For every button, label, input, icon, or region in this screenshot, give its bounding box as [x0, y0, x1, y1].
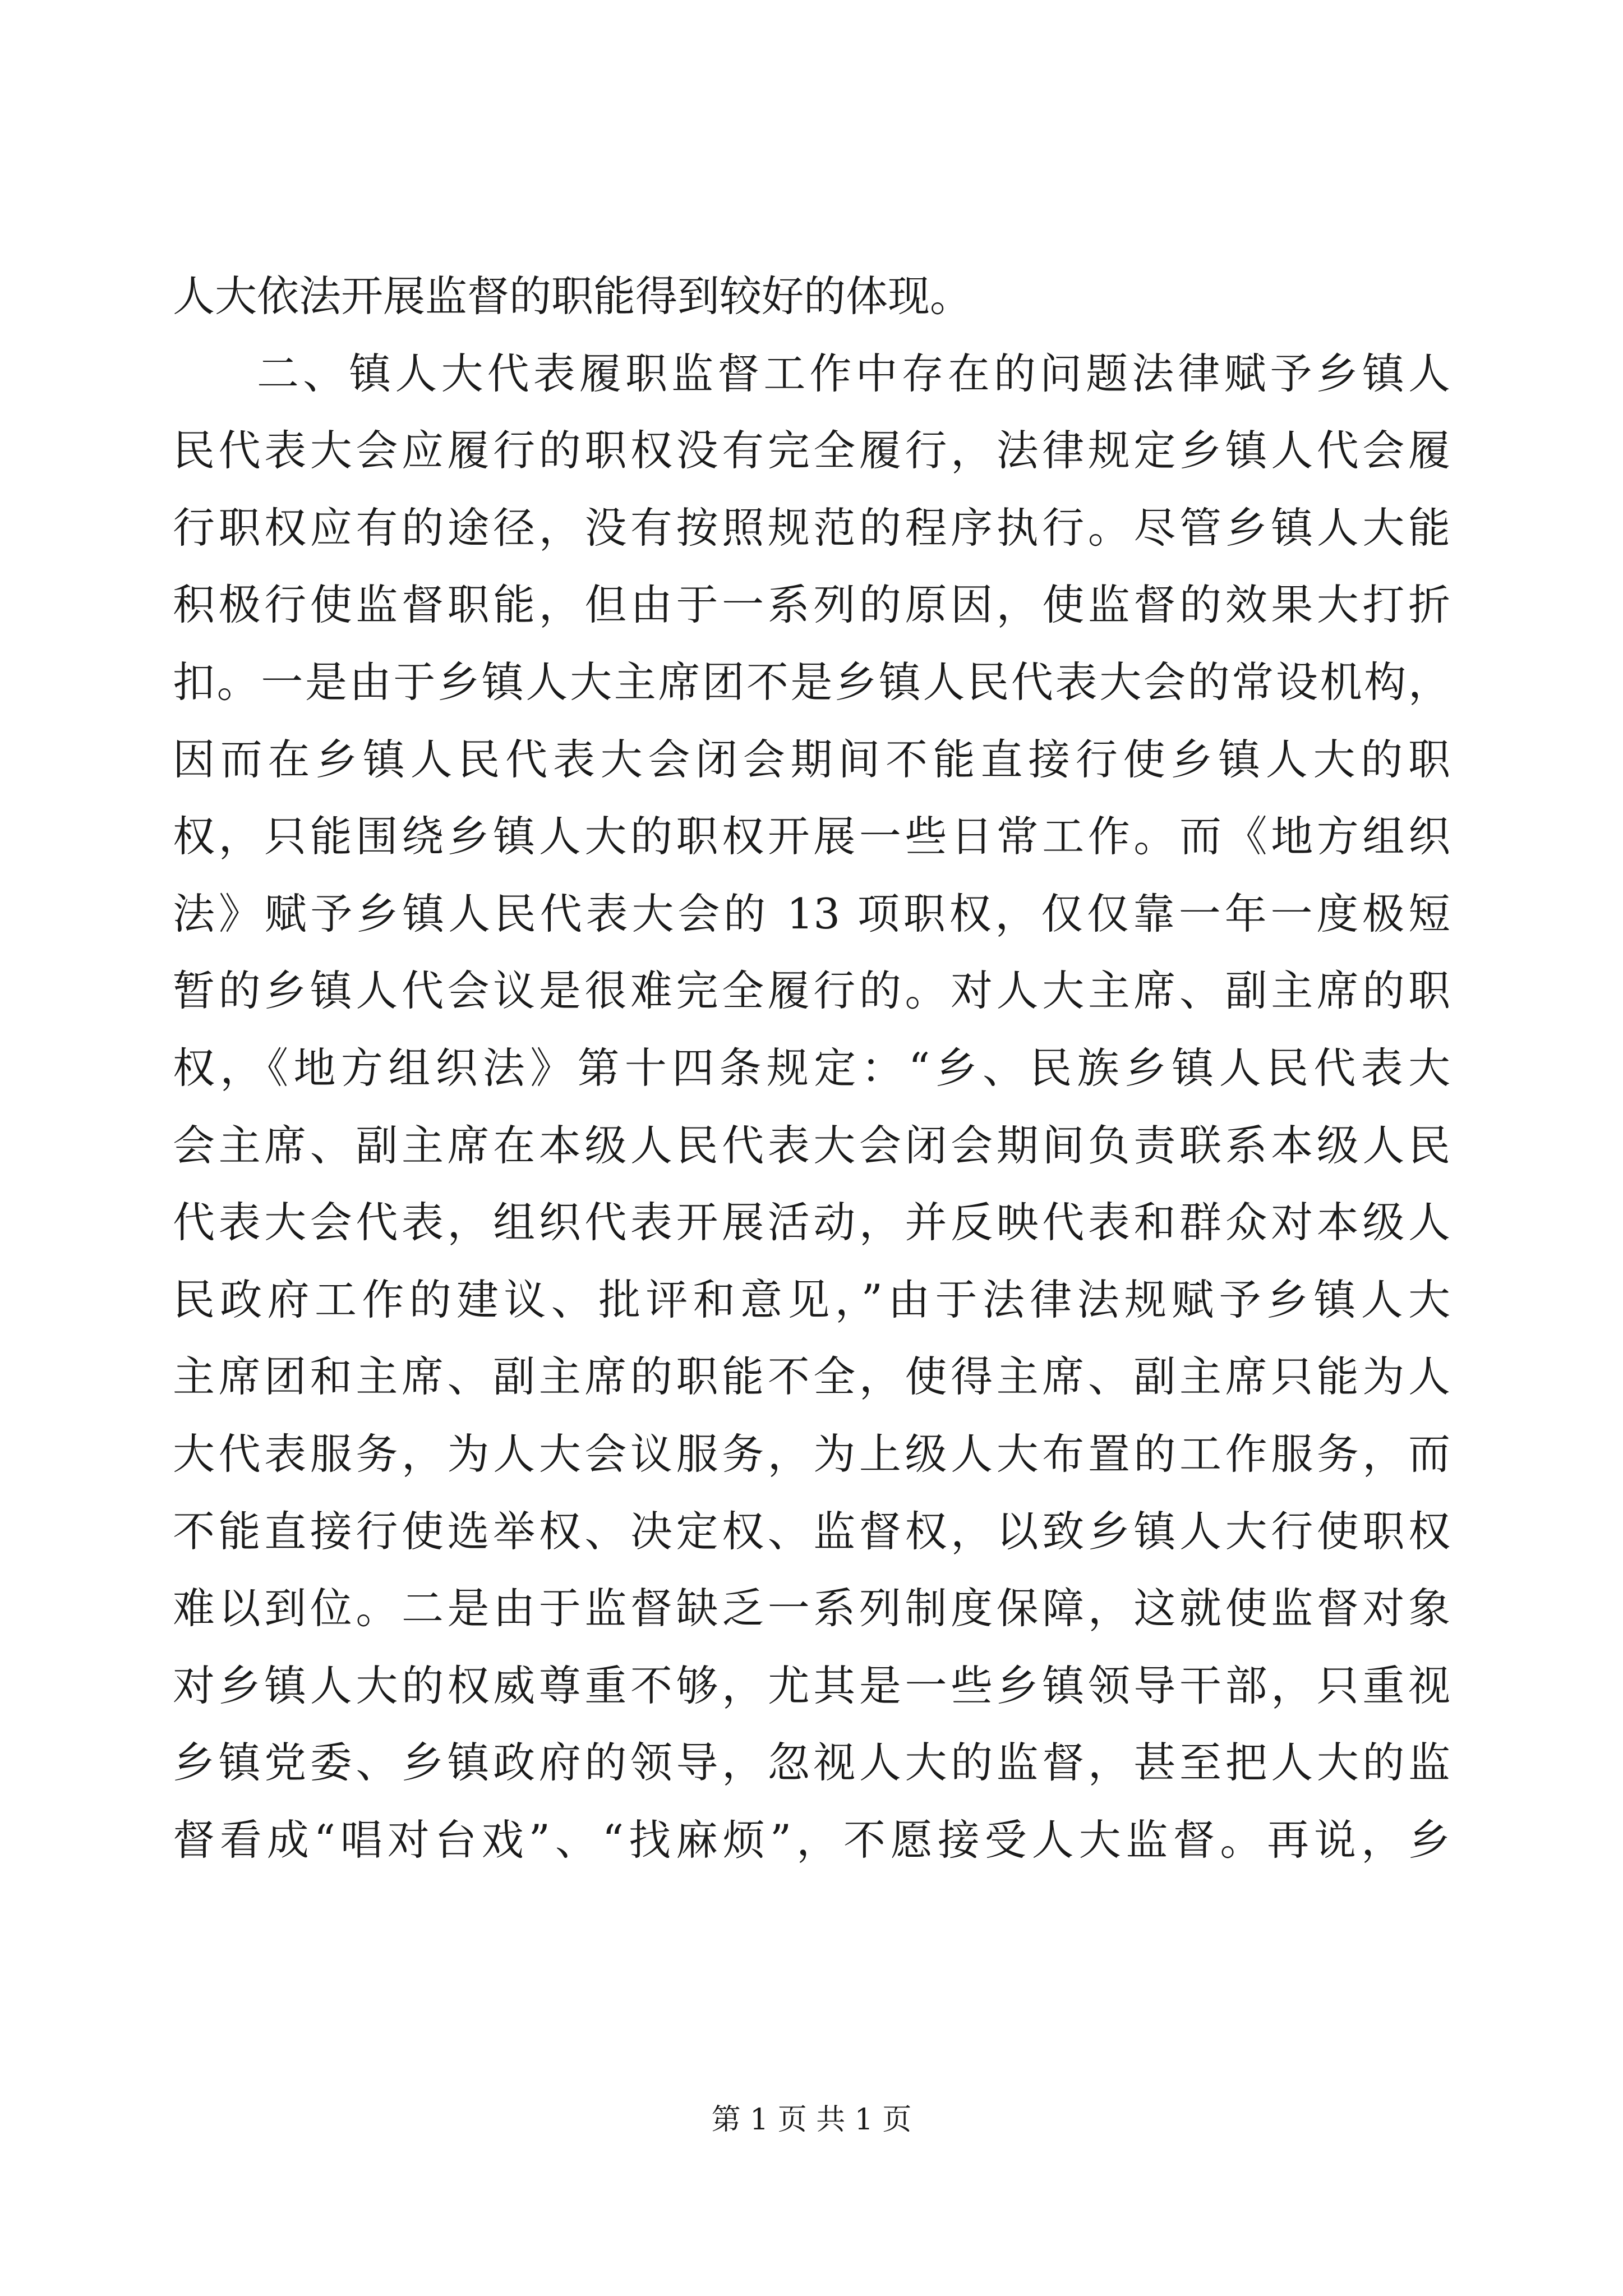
- text-line: 人大依法开展监督的职能得到较好的体现。: [173, 272, 972, 321]
- text-line: 扣。一是由于乡镇人大主席团不是乡镇人民代表大会的常设机构，: [173, 657, 1450, 707]
- text-line: 督看成“唱对台戏”、“找麻烦”，不愿接受人大监督。再说，乡: [173, 1815, 1450, 1865]
- text-line: 民代表大会应履行的职权没有完全履行，法律规定乡镇人代会履: [173, 426, 1450, 476]
- page-number: 第 1 页 共 1 页: [711, 2103, 912, 2137]
- text-line: 会主席、副主席在本级人民代表大会闭会期间负责联系本级人民: [173, 1120, 1450, 1170]
- text-line: 权，只能围绕乡镇人大的职权开展一些日常工作。而《地方组织: [173, 812, 1450, 862]
- text-line: 二、镇人大代表履职监督工作中存在的问题法律赋予乡镇人: [257, 348, 1450, 398]
- text-line: 主席团和主席、副主席的职能不全，使得主席、副主席只能为人: [173, 1352, 1450, 1402]
- text-line: 代表大会代表，组织代表开展活动，并反映代表和群众对本级人: [173, 1198, 1450, 1248]
- text-line: 法》赋予乡镇人民代表大会的 13 项职权，仅仅靠一年一度极短: [173, 889, 1450, 938]
- text-line: 行职权应有的途径，没有按照规范的程序执行。尽管乡镇人大能: [173, 503, 1450, 553]
- text-line: 积极行使监督职能，但由于一系列的原因，使监督的效果大打折: [173, 580, 1450, 630]
- text-line: 大代表服务，为人大会议服务，为上级人大布置的工作服务，而: [173, 1429, 1450, 1479]
- text-line: 不能直接行使选举权、决定权、监督权，以致乡镇人大行使职权: [173, 1506, 1450, 1556]
- text-line: 权，《地方组织法》第十四条规定：“乡、民族乡镇人民代表大: [173, 1043, 1450, 1093]
- text-line: 民政府工作的建议、批评和意见，”由于法律法规赋予乡镇人大: [173, 1274, 1450, 1324]
- text-line: 对乡镇人大的权威尊重不够，尤其是一些乡镇领导干部，只重视: [173, 1660, 1450, 1710]
- text-line: 乡镇党委、乡镇政府的领导，忽视人大的监督，甚至把人大的监: [173, 1738, 1450, 1788]
- page-footer: [0, 2100, 1623, 2139]
- body-text: [173, 258, 1450, 1879]
- text-line: 因而在乡镇人民代表大会闭会期间不能直接行使乡镇人大的职: [173, 734, 1450, 784]
- text-line: 暂的乡镇人代会议是很难完全履行的。对人大主席、副主席的职: [173, 966, 1450, 1016]
- text-line: 难以到位。二是由于监督缺乏一系列制度保障，这就使监督对象: [173, 1584, 1450, 1634]
